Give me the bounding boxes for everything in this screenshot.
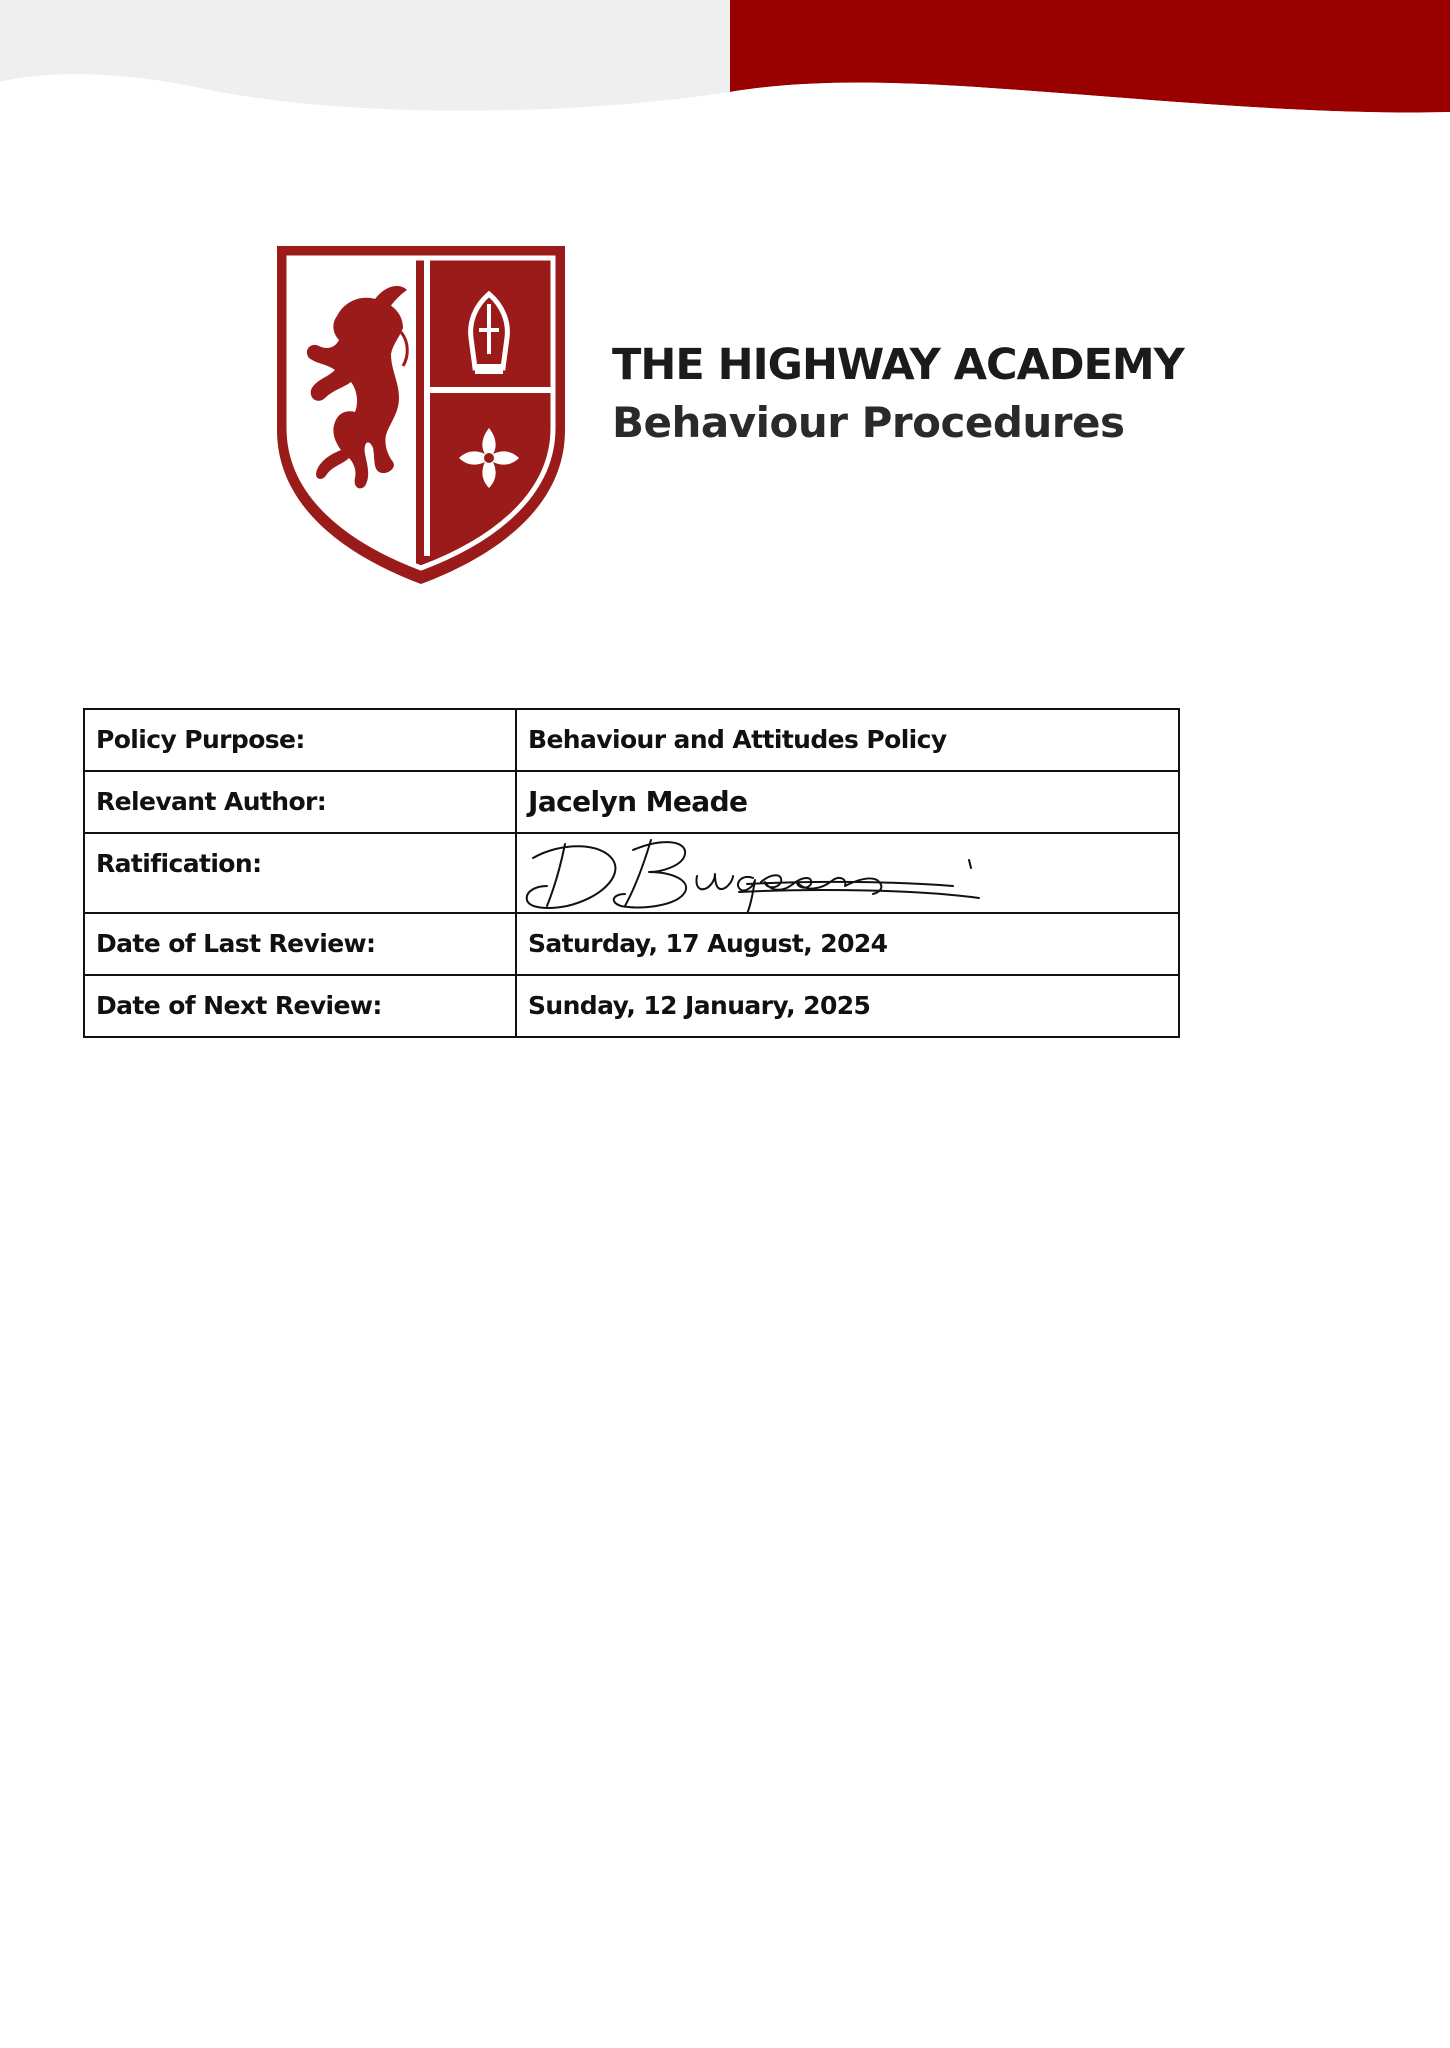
signature-cell [516, 833, 1179, 913]
row-value: Saturday, 17 August, 2024 [516, 913, 1179, 975]
document-title-block [612, 336, 1412, 452]
handwritten-signature [521, 836, 1001, 912]
row-label: Relevant Author: [84, 771, 516, 833]
academy-crest-logo [275, 242, 569, 588]
row-label: Policy Purpose: [84, 709, 516, 771]
table-row-ratification [84, 833, 1179, 913]
table-row-policy-purpose [84, 709, 1179, 771]
row-label: Date of Next Review: [84, 975, 516, 1037]
policy-info-table [83, 708, 1180, 1038]
table-row-last-review [84, 913, 1179, 975]
row-label: Date of Last Review: [84, 913, 516, 975]
document-subtitle: Behaviour Procedures [612, 398, 1125, 447]
top-wave-band [0, 0, 1450, 130]
row-value: Jacelyn Meade [516, 771, 1179, 833]
row-value: Sunday, 12 January, 2025 [516, 975, 1179, 1037]
school-name: THE HIGHWAY ACADEMY [612, 340, 1184, 390]
row-label: Ratification: [84, 833, 516, 913]
table-row-relevant-author [84, 771, 1179, 833]
table-row-next-review [84, 975, 1179, 1037]
row-value: Behaviour and Attitudes Policy [516, 709, 1179, 771]
